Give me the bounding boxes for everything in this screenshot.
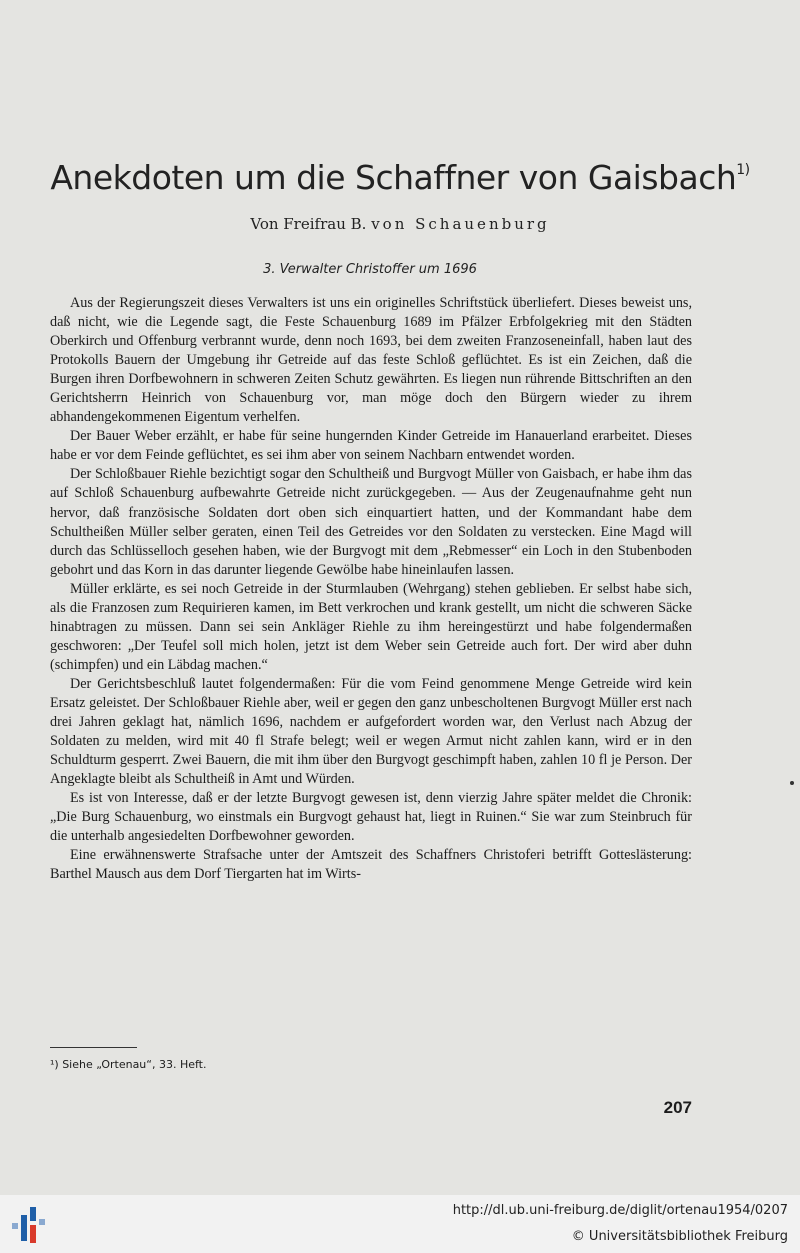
title-footnote-mark: 1) — [736, 162, 750, 178]
viewer-footer — [0, 1195, 800, 1253]
section-heading: 3. Verwalter Christoffer um 1696 — [263, 262, 477, 277]
footnote: ¹) Siehe „Ortenau“, 33. Heft. — [50, 1058, 207, 1071]
paragraph: Aus der Regierungszeit dieses Verwalters ist uns ein originelles Schriftstück überliefert. Dieses beweist uns, daß nicht, wie die Legende sagt, die Feste Schauenburg 1689 im Pfälzer Erbfolgekrieg mit den Städten Oberkirch und Offenburg verbrannt wurde, denn noch 1693, bei dem zweiten Franzoseneinfall, haben laut des Protokolls Bauern der Umgebung ihr Getreide auf das feste Schloß geflüchtet. Es ist ein Zeichen, daß die Burgen ihren Dorfbewohnern in schweren Zeiten Schutz gewährten. Es liegen nun rührende Bittschriften an den Gerichtsherrn Heinrich von Schauenburg vor, man möge doch den Bürgern wieder zu ihrem abhandengekommenen Eigentum verhelfen. — [50, 295, 692, 426]
paragraph: Es ist von Interesse, daß er der letzte Burgvogt gewesen ist, denn vierzig Jahre später meldet die Chronik: „Die Burg Schauenburg, wo einstmals ein Burgvogt gehaust hat, liegt in Ruinen.“ Sie war zum Steinbruch für die unterhalb angesiedelten Dorfbewohner geworden. — [50, 790, 692, 845]
copyright-notice: © Universitätsbibliothek Freiburg — [571, 1229, 788, 1244]
scan-speck — [790, 781, 794, 785]
byline — [0, 215, 800, 233]
document-url-link[interactable]: http://dl.ub.uni-freiburg.de/diglit/ortenau1954/0207 — [452, 1203, 788, 1218]
paragraph: Der Gerichtsbeschluß lautet folgendermaßen: Für die vom Feind genommene Menge Getreide wird kein Ersatz geleistet. Der Schloßbauer Riehle aber, weil er gegen den ganz unbescholtenen Burgvogt Müller erst nach drei Jahren geklagt hat, nämlich 1696, nachdem er aufgefordert worden war, den Verlust nach Abzug der Soldaten zu melden, wird mit 40 fl Strafe belegt; weil er wegen Armut nicht zahlen kann, wird er in den Schuldturm gesperrt. Zwei Bauern, die mit ihm über den Burgvogt geschimpft haben, zahlen 10 fl je Person. Der Angeklagte bleibt als Schultheiß in Amt und Würden. — [50, 675, 692, 788]
paragraph: Der Schloßbauer Riehle bezichtigt sogar den Schultheiß und Burgvogt Müller von Gaisbach, er habe ihm das auf Schloß Schauenburg aufbewahrte Getreide nicht zurückgegeben. — Aus der Zeugenaufnahme geht nun hervor, daß französische Soldaten dort oben sich einquartiert hatten, und der Kommandant habe dem Schultheißen Müller selber geraten, einen Teil des Getreides vor den Soldaten zu verstecken. Eine Magd will durch das Schlüsselloch gesehen haben, wie der Burgvogt mit dem „Rebmesser“ ein Loch in den Stubenboden gebohrt und das Korn in das darunter liegende Gewölbe habe hineinlaufen lassen. — [50, 466, 692, 578]
paragraph: Eine erwähnenswerte Strafsache unter der Amtszeit des Schaffners Christoferi betrifft Gotteslästerung: Barthel Mausch aus dem Dorf Tiergarten hat im Wirts- — [50, 847, 692, 883]
ub-freiburg-logo-icon[interactable] — [10, 1203, 52, 1247]
paragraph: Der Bauer Weber erzählt, er habe für seine hungernden Kinder Getreide im Hanauerland erarbeitet. Dieses habe er vor dem Feinde geflüchtet, es sei ihm aber von seinem Nachbarn entwendet worden. — [50, 428, 692, 464]
page-number: 207 — [663, 1098, 692, 1117]
byline-prefix: Von Freifrau B. — [250, 215, 372, 233]
article-body — [50, 294, 692, 884]
author-name: von Schauenburg — [371, 215, 550, 233]
footnote-rule — [50, 1047, 137, 1048]
paragraph: Müller erklärte, es sei noch Getreide in der Sturmlauben (Wehrgang) stehen geblieben. Er selbst habe sich, als die Franzosen zum Requirieren kamen, im Bett verkrochen und krank gestellt, um nicht die schweren Säcke hinabtragen zu müssen. Dann sei sein Ankläger Riehle zu ihm hereingestürzt und habe folgendermaßen geschworen: „Der Teufel soll mich holen, jetzt ist dem Weber sein Getreide auch fort. Der wird aber duhn (schimpfen) und ein Läbdag machen.“ — [50, 580, 692, 673]
article-title: Anekdoten um die Schaffner von Gaisbach$^{1)}$ — [50, 158, 750, 197]
